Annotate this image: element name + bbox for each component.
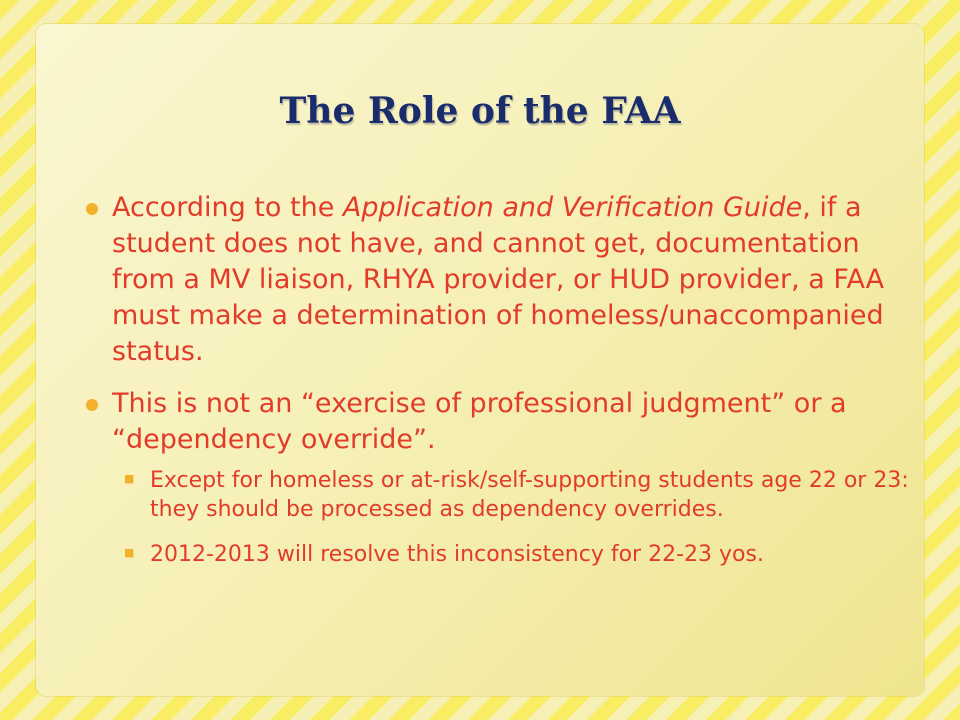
sub-bullet-item <box>36 540 920 569</box>
sub-bullet-text: Except for homeless or at-risk/self-supporting students age 22 or 23: they should be processed as dependency overrides. <box>150 468 909 522</box>
bullet-text: This is not an “exercise of professional judgment” or a “dependency override”. <box>112 388 847 455</box>
slide-panel <box>36 24 924 696</box>
bullet-item <box>36 190 926 370</box>
square-bullet-icon: ■ <box>124 472 135 485</box>
bullet-dot-icon <box>86 203 98 215</box>
slide-content <box>36 190 936 569</box>
bullet-text-end: , if a student does not have, and cannot get, documentation from a MV liaison, RHYA provider, or HUD provider, a FAA must make a determination of homeless/unaccompanied status. <box>112 192 885 367</box>
bullet-item <box>36 386 926 458</box>
sub-bullet-item <box>36 466 920 524</box>
bullet-text-start: According to the <box>112 192 343 223</box>
sub-bullet-list <box>36 466 936 569</box>
guide-title: Application and Verification Guide <box>342 192 803 223</box>
sub-bullet-text: 2012-2013 will resolve this inconsistency for 22-23 yos. <box>150 542 764 567</box>
slide-title: The Role of the FAA <box>279 90 681 132</box>
square-bullet-icon: ■ <box>124 546 135 559</box>
bullet-dot-icon <box>86 399 98 411</box>
